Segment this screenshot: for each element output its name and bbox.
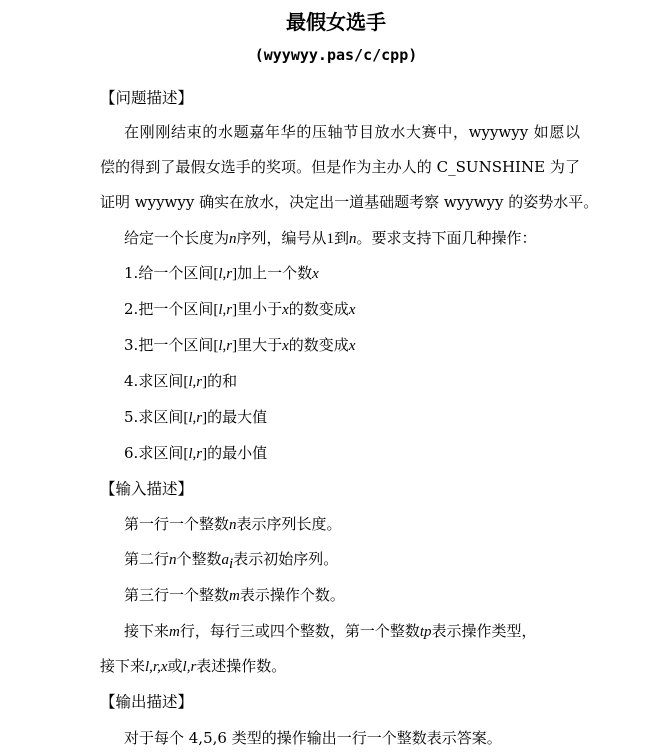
interval-open: [ [183,374,189,390]
var-l-r-x: l,r,x [145,659,168,675]
interval-comma: , [192,410,197,426]
seq-text-b: 序列，编号从 [236,229,327,247]
input-text-c: 表示初始序列。 [233,550,339,568]
var-l: l [188,374,193,390]
operation-3 [124,333,355,358]
interval-close: ] [202,446,208,462]
op-text-b: 的最小值 [207,444,268,462]
var-m: m [229,588,240,604]
num-one: 1 [326,231,335,247]
var-r: r [196,374,203,390]
input-line-3 [124,583,345,608]
file-names-subtitle: (wyywyy.pas/c/cpp) [254,46,418,64]
input-text: 接下来 [124,622,170,640]
var-x: x [282,302,289,318]
interval-open: [ [213,302,219,318]
var-x-2: x [348,338,356,354]
var-x: x [312,266,319,282]
input-text: 第一行一个整数 [124,515,230,533]
var-m: m [169,624,180,640]
op-number: 4. [124,372,139,390]
interval-open: [ [183,446,189,462]
op-text-b: 加上一个数 [237,264,313,282]
var-r: r [196,446,203,462]
input-text: 接下来 [100,657,146,675]
var-r: r [226,302,233,318]
var-r: r [226,266,233,282]
var-l: l [218,302,223,318]
interval-close: ] [202,374,208,390]
operation-6 [124,441,267,466]
output-line-1: 对于每个 4,5,6 类型的操作输出一行一个整数表示答案。 [124,729,502,747]
op-text: 把一个区间 [138,336,214,354]
interval-close: ] [232,302,238,318]
var-a: a [221,552,230,568]
interval-close: ] [202,410,208,426]
operation-2 [124,297,355,322]
var-r: r [226,338,233,354]
seq-text-c: 到 [334,229,350,247]
problem-description-heading: 【问题描述】 [100,89,194,107]
input-text-b: 表示操作个数。 [239,586,345,604]
operation-5 [124,405,267,430]
op-text: 求区间 [138,444,184,462]
interval-comma: , [192,446,197,462]
op-number: 6. [124,444,139,462]
op-number: 5. [124,408,139,426]
operation-4 [124,369,237,394]
subscript-i: i [229,556,234,572]
input-text-b: 表示序列长度。 [236,515,342,533]
var-n: n [229,517,237,533]
interval-comma: , [222,266,227,282]
interval-comma: , [222,302,227,318]
var-l: l [188,446,193,462]
var-n-2: n [349,231,357,247]
op-text: 求区间 [138,372,184,390]
interval-open: [ [183,410,189,426]
problem-paragraph-line-2: 偿的得到了最假女选手的奖项。但是作为主办人的 C_SUNSHINE 为了 [100,158,580,176]
op-number: 2. [124,300,139,318]
sequence-definition-line [124,226,537,251]
op-text-c: 的数变成 [288,336,349,354]
input-line-1 [124,512,342,537]
problem-paragraph-line-3: 证明 wyywyy 确实在放水，决定出一道基础题考察 wyywyy 的姿势水平。 [100,193,599,211]
op-number: 3. [124,336,139,354]
var-l-r: l,r [182,659,197,675]
op-number: 1. [124,264,139,282]
input-text: 第三行一个整数 [124,586,230,604]
op-text-c: 的数变成 [288,300,349,318]
op-text: 把一个区间 [138,300,214,318]
operation-1 [124,261,319,286]
input-text-b: 表述操作数。 [196,657,287,675]
var-tp: tp [419,624,432,640]
interval-comma: , [192,374,197,390]
op-text-b: 的最大值 [207,408,268,426]
var-n: n [229,231,237,247]
input-text-b: 行，每行三或四个整数，第一个整数 [179,622,420,640]
input-text-c: 表示操作类型， [431,622,537,640]
op-text-b: 里大于 [237,336,283,354]
interval-open: [ [213,266,219,282]
input-line-2 [124,547,338,576]
input-description-heading: 【输入描述】 [100,480,194,498]
var-n: n [169,552,177,568]
op-text-b: 里小于 [237,300,283,318]
input-text: 第二行 [124,550,170,568]
seq-text-d: 。要求支持下面几种操作： [356,229,537,247]
var-x: x [282,338,289,354]
seq-text-a: 给定一个长度为 [124,229,230,247]
input-line-5 [100,654,286,679]
interval-comma: , [222,338,227,354]
var-x-2: x [348,302,356,318]
var-l: l [188,410,193,426]
problem-title: 最假女选手 [286,10,386,34]
output-description-heading: 【输出描述】 [100,693,194,711]
interval-close: ] [232,338,238,354]
input-line-4 [124,619,537,644]
interval-open: [ [213,338,219,354]
op-text: 给一个区间 [138,264,214,282]
input-text-b: 个整数 [176,550,222,568]
var-r: r [196,410,203,426]
op-text: 求区间 [138,408,184,426]
op-text-b: 的和 [207,372,238,390]
input-text-or: 或 [167,657,183,675]
interval-close: ] [232,266,238,282]
var-l: l [218,338,223,354]
var-l: l [218,266,223,282]
problem-paragraph-line-1: 在刚刚结束的水题嘉年华的压轴节目放水大赛中，wyywyy 如愿以 [124,123,580,141]
